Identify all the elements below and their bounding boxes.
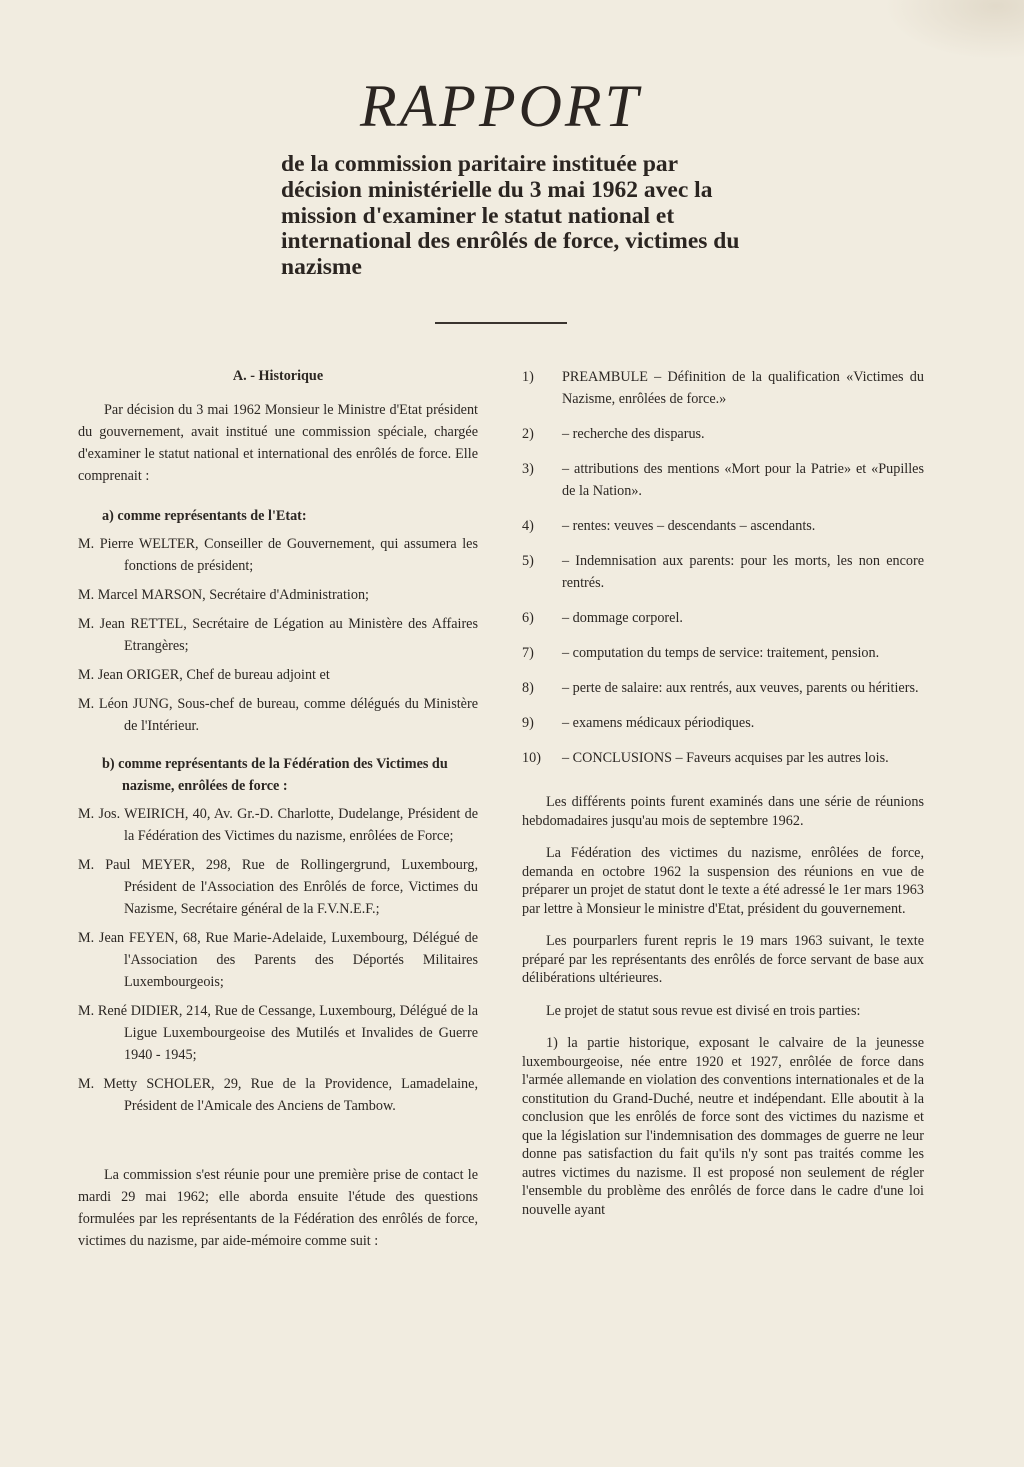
member-item: M. Metty SCHOLER, 29, Rue de la Providence, Lamadelaine, Président de l'Amicale des Anciens de Tambow. bbox=[78, 1076, 478, 1114]
member-item: M. Léon JUNG, Sous-chef de bureau, comme délégués du Ministère de l'Intérieur. bbox=[78, 696, 478, 734]
member-item: M. René DIDIER, 214, Rue de Cessange, Luxembourg, Délégué de la Ligue Luxembourgeoise des Mutilés et Invalides de Guerre 1940 - 1945; bbox=[78, 1003, 478, 1063]
list-item bbox=[522, 366, 924, 410]
left-column bbox=[78, 366, 478, 1252]
item-text: – computation du temps de service: traitement, pension. bbox=[562, 645, 880, 661]
intro-paragraph: Par décision du 3 mai 1962 Monsieur le Ministre d'Etat président du gouvernement, avait institué une commission spéciale, chargée d'examiner le statut national et international des enrôlés de force. Elle comprenait : bbox=[78, 402, 478, 484]
body-paragraph: Les différents points furent examinés dans une série de réunions hebdomadaires jusqu'au mois de septembre 1962. bbox=[522, 794, 924, 829]
group-b-title: b) comme représentants de la Fédération des Victimes du nazisme, enrôlées de force : bbox=[102, 756, 448, 794]
item-number: 1) bbox=[522, 369, 534, 385]
closing-paragraph: La commission s'est réunie pour une première prise de contact le mardi 29 mai 1962; elle aborda ensuite l'étude des questions formulées par les représentants de la Fédération des enrôlés de force, victimes du nazisme, par aide-mémoire comme suit : bbox=[78, 1167, 478, 1249]
member-item: M. Marcel MARSON, Secrétaire d'Administration; bbox=[78, 587, 369, 603]
member-item: M. Paul MEYER, 298, Rue de Rollingergrund, Luxembourg, Président de l'Association des Enrôlés de force, Victimes du Nazisme, Secrétaire général de la F.V.N.E.F.; bbox=[78, 857, 478, 917]
list-item bbox=[522, 712, 924, 734]
report-title: RAPPORT bbox=[360, 73, 641, 139]
member-item: M. Pierre WELTER, Conseiller de Gouvernement, qui assumera les fonctions de président; bbox=[78, 536, 478, 574]
item-number: 10) bbox=[522, 750, 541, 766]
item-number: 4) bbox=[522, 518, 534, 534]
list-item bbox=[522, 642, 924, 664]
list-item bbox=[522, 458, 924, 502]
member-item: M. Jean RETTEL, Secrétaire de Légation au Ministère des Affaires Etrangères; bbox=[78, 616, 478, 654]
right-column bbox=[522, 366, 924, 1233]
item-text: – rentes: veuves – descendants – ascendants. bbox=[562, 518, 816, 534]
body-paragraph: 1) la partie historique, exposant le calvaire de la jeunesse luxembourgeoise, née entre 1920 et 1927, enrôlée de force dans l'armée allemande en violation des conventions internationales et de la constitution du Grand-Duché, neutre et indépendant. Elle aboutit à la conclusion que les enrôlés de force sont des victimes du nazisme et que la législation sur l'indemnisation des dommages de guerre ne leur donne pas satisfaction du fait qu'ils n'y sont pas traités comme les autres victimes du nazisme. Il est proposé non seulement de régler l'ensemble du problème des enrôlés de force dans le cadre d'une loi nouvelle ayant bbox=[522, 1035, 924, 1218]
item-text: – Indemnisation aux parents: pour les morts, les non encore rentrés. bbox=[562, 553, 924, 591]
item-text: – recherche des disparus. bbox=[562, 426, 705, 442]
member-item: M. Jean ORIGER, Chef de bureau adjoint et bbox=[78, 667, 330, 683]
group-a-title: a) comme représentants de l'Etat: bbox=[102, 508, 307, 524]
body-paragraph: La Fédération des victimes du nazisme, enrôlées de force, demanda en octobre 1962 la suspension des réunions en vue de préparer un projet de statut dont le texte a été adressé le 1er mars 1963 par lettre à Monsieur le ministre d'Etat, président du gouvernement. bbox=[522, 845, 924, 917]
section-heading-historique: A. - Historique bbox=[232, 368, 324, 384]
item-text: – attributions des mentions «Mort pour la Patrie» et «Pupilles de la Nation». bbox=[562, 461, 924, 499]
list-item bbox=[522, 747, 924, 769]
item-text: PREAMBULE – Définition de la qualification «Victimes du Nazisme, enrôlées de force.» bbox=[562, 369, 924, 407]
body-paragraph: Les pourparlers furent repris le 19 mars 1963 suivant, le texte préparé par les représentants des enrôlés de force servant de base aux délibérations ultérieures. bbox=[522, 933, 924, 986]
body-paragraph: Le projet de statut sous revue est divisé en trois parties: bbox=[546, 1002, 861, 1019]
member-item: M. Jean FEYEN, 68, Rue Marie-Adelaide, Luxembourg, Délégué de l'Association des Parents des Déportés Militaires Luxembourgeois; bbox=[78, 930, 478, 990]
item-text: – examens médicaux périodiques. bbox=[562, 715, 755, 731]
list-item bbox=[522, 677, 924, 699]
paper-stain bbox=[884, 0, 1024, 60]
list-item bbox=[522, 550, 924, 594]
title-divider bbox=[435, 322, 567, 324]
report-subtitle: de la commission paritaire instituée par décision ministérielle du 3 mai 1962 avec la mission d'examiner le statut national et international des enrôlés de force, victimes du nazisme bbox=[281, 151, 740, 281]
item-number: 9) bbox=[522, 715, 534, 731]
item-number: 8) bbox=[522, 680, 534, 696]
item-number: 5) bbox=[522, 553, 534, 569]
list-item bbox=[522, 607, 924, 629]
item-text: – dommage corporel. bbox=[562, 610, 683, 626]
item-text: – CONCLUSIONS – Faveurs acquises par les autres lois. bbox=[562, 750, 889, 766]
item-number: 2) bbox=[522, 426, 534, 442]
item-number: 7) bbox=[522, 645, 534, 661]
list-item bbox=[522, 423, 924, 445]
item-number: 6) bbox=[522, 610, 534, 626]
list-item bbox=[522, 515, 924, 537]
item-text: – perte de salaire: aux rentrés, aux veuves, parents ou héritiers. bbox=[562, 680, 919, 696]
item-number: 3) bbox=[522, 461, 534, 477]
member-item: M. Jos. WEIRICH, 40, Av. Gr.-D. Charlotte, Dudelange, Président de la Fédération des Victimes du nazisme, enrôlées de Force; bbox=[78, 806, 478, 844]
